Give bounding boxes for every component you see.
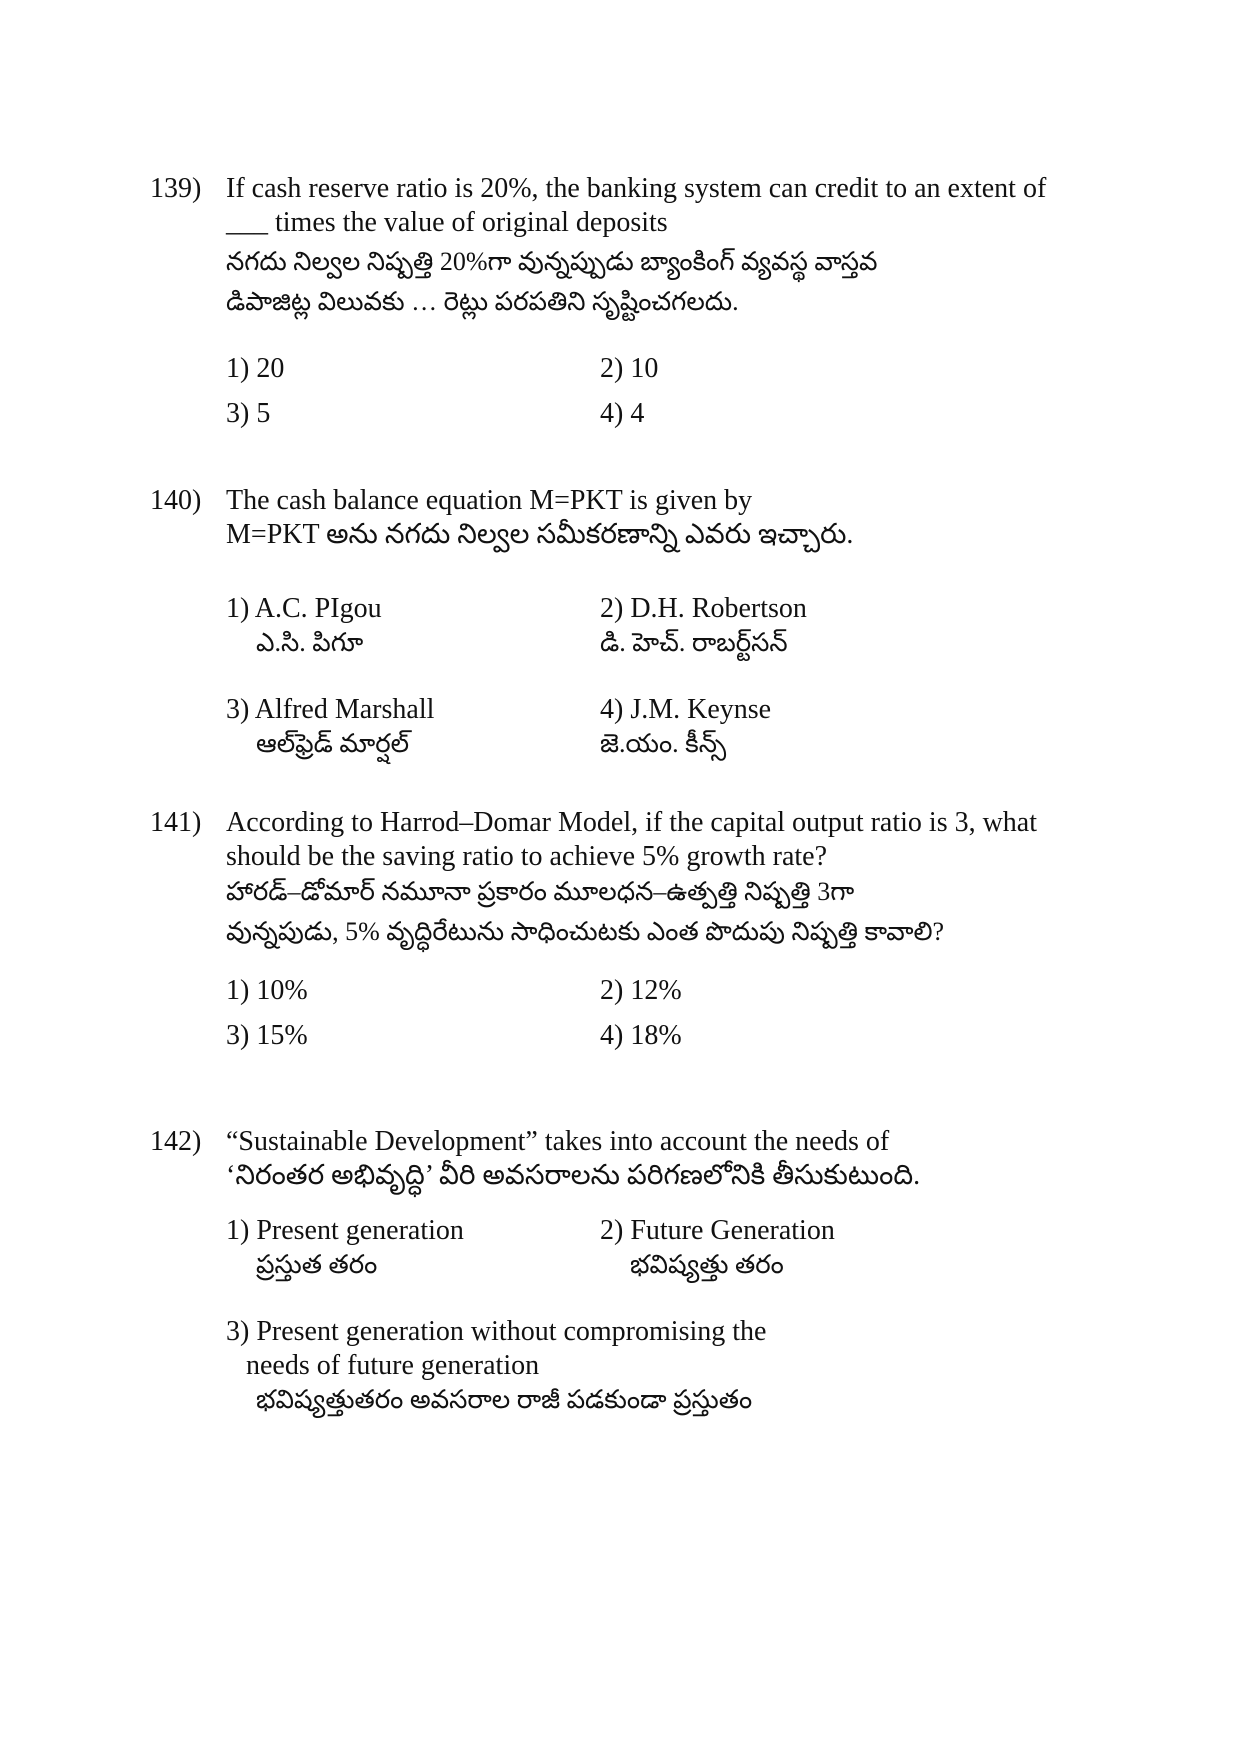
option-label: 3) Alfred Marshall (226, 694, 435, 725)
option-label: 1) Present generation (226, 1215, 464, 1246)
option-label-te: ప్రస్తుత తరం (256, 1250, 378, 1279)
question-text-te: M=PKT అను నగదు నిల్వల సమీకరణాన్ని ఎవరు ఇచ్చారు. (226, 519, 854, 550)
option-label: 4) J.M. Keynse (600, 694, 772, 725)
question-139 (150, 172, 1110, 320)
option-4[interactable] (600, 693, 771, 761)
option-label-cont: needs of future generation (246, 1350, 540, 1381)
option-2[interactable]: 2) 12% (600, 975, 682, 1006)
question-141 (150, 806, 1110, 950)
option-2[interactable]: 2) 10 (600, 353, 659, 384)
option-label: 1) A.C. PIgou (226, 593, 382, 624)
question-number: 139) (150, 173, 202, 204)
option-1[interactable]: 1) 10% (226, 975, 308, 1006)
question-text-en: The cash balance equation M=PKT is given by (226, 485, 753, 516)
option-3[interactable] (226, 1315, 766, 1417)
question-text-en: should be the saving ratio to achieve 5% growth rate? (226, 841, 828, 872)
option-1[interactable] (226, 592, 382, 660)
option-3[interactable] (226, 693, 434, 761)
options-140 (226, 592, 1126, 762)
option-label-te: భవిష్యత్తు తరం (630, 1250, 784, 1279)
question-142 (150, 1125, 1110, 1193)
option-4[interactable]: 4) 4 (600, 398, 645, 429)
option-label-te: భవిష్యత్తుతరం అవసరాల రాజీ పడకుండా ప్రస్తుతం (256, 1385, 753, 1414)
question-text (226, 172, 1110, 320)
question-text-en: “Sustainable Development” takes into account the needs of (226, 1126, 890, 1157)
option-label-te: జె.యం. కీన్స్ (600, 729, 727, 758)
option-1[interactable] (226, 1214, 464, 1282)
options-142 (226, 1214, 1126, 1414)
option-3[interactable]: 3) 5 (226, 398, 271, 429)
option-label: 2) D.H. Robertson (600, 593, 807, 624)
question-number: 141) (150, 807, 202, 838)
question-text-te: ‘నిరంతర అభివృద్ధి’ వీరి అవసరాలను పరిగణలోనికి తీసుకుటుంది. (226, 1160, 921, 1191)
question-text (226, 806, 1110, 950)
question-number: 142) (150, 1126, 202, 1157)
question-text-te: డిపాజిట్ల విలువకు … రెట్లు పరపతిని సృష్టించగలదు. (226, 287, 739, 316)
option-label: 3) Present generation without compromising the (226, 1316, 767, 1347)
option-3[interactable]: 3) 15% (226, 1020, 308, 1051)
question-number: 140) (150, 485, 202, 516)
question-text (226, 484, 1110, 552)
option-2[interactable] (600, 592, 807, 660)
options-141 (226, 974, 1126, 1064)
option-label-te: ఎ.సి. పిగూ (256, 628, 364, 657)
question-text (226, 1125, 1110, 1193)
option-label-te: ఆల్‌ఫ్రెడ్ మార్షల్ (256, 729, 410, 758)
option-4[interactable]: 4) 18% (600, 1020, 682, 1051)
question-text-en: ___ times the value of original deposits (226, 207, 668, 238)
option-label: 2) Future Generation (600, 1215, 835, 1246)
question-text-te: వున్నపుడు, 5% వృద్ధిరేటును సాధించుటకు ఎంత పొదుపు నిష్పత్తి కావాలి? (226, 917, 945, 946)
question-text-en: If cash reserve ratio is 20%, the banking system can credit to an extent of (226, 173, 1047, 204)
question-140 (150, 484, 1110, 552)
question-text-te: నగదు నిల్వల నిష్పత్తి 20%గా వున్నప్పుడు బ్యాంకింగ్ వ్యవస్థ వాస్తవ (226, 247, 878, 276)
option-2[interactable] (600, 1214, 835, 1282)
options-139 (226, 352, 1126, 442)
option-1[interactable]: 1) 20 (226, 353, 285, 384)
question-text-en: According to Harrod–Domar Model, if the capital output ratio is 3, what (226, 807, 1038, 838)
option-label-te: డి. హెచ్. రాబర్ట్‌సన్ (600, 628, 788, 657)
question-text-te: హారడ్–డోమార్ నమూనా ప్రకారం మూలధన–ఉత్పత్తి నిష్పత్తి 3గా (226, 877, 855, 906)
